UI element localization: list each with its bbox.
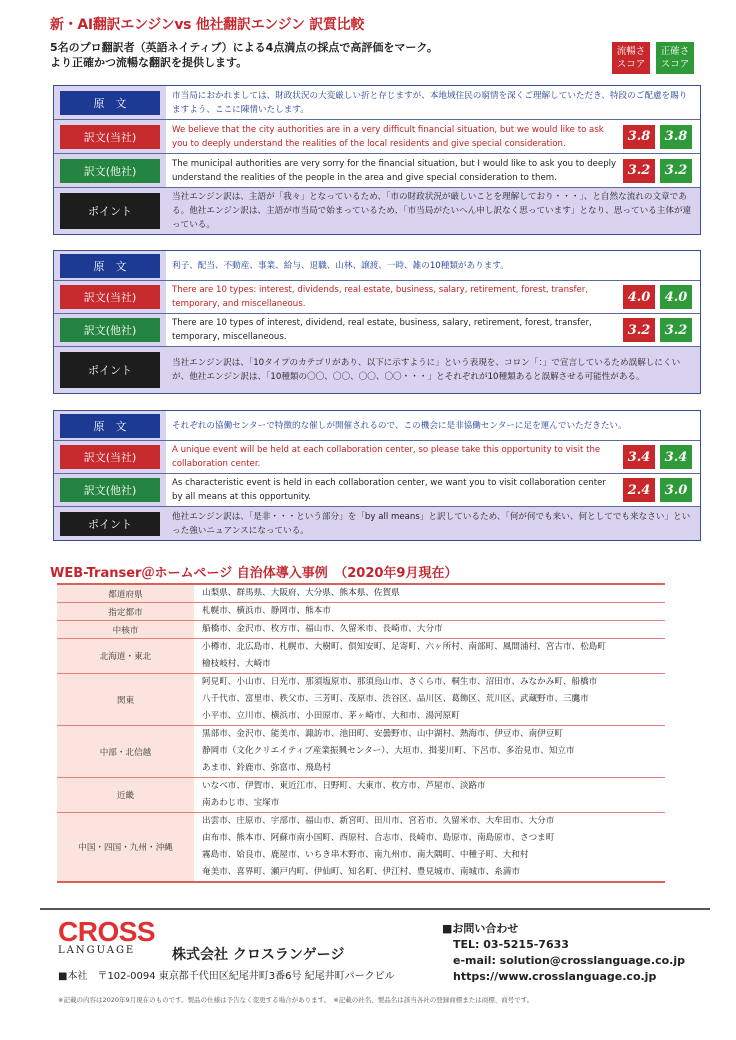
point-label: ポイント <box>60 193 160 229</box>
own-label: 訳文(当社) <box>60 285 160 309</box>
own-translation-row <box>54 120 700 154</box>
municipalities-title: WEB-Transer＠ホームページ 自治体導入事例 （2020年9月現在） <box>50 566 458 581</box>
table-row <box>57 621 665 639</box>
company-logo <box>58 918 155 956</box>
own-translation-row <box>54 441 700 474</box>
accuracy-score: 3.8 <box>660 125 692 149</box>
municipality-list: 小樽市、北広島市、札幌市、大樹町、倶知安町、足寄町、六ヶ所村、南部町、風間浦村、宮古市、松島町 檜枝岐村、大崎市 <box>194 639 665 673</box>
company-name: 株式会社 クロスランゲージ <box>172 947 345 963</box>
point-row <box>54 347 700 393</box>
fluency-score: 2.4 <box>623 478 655 502</box>
municipality-list: 黒部市、金沢市、能美市、諏訪市、池田町、安曇野市、山中湖村、熱海市、伊豆市、南伊豆町 静岡市（文化クリエイティブ産業振興センター）、大垣市、揖斐川町、下呂市、多治見市、知立市 あま市、鈴鹿市、弥富市、飛島村 <box>194 726 665 777</box>
original-text: 市当局におかれましては、財政状況の大変厳しい折と存じますが、本地域住民の窮情を深くご理解していただき、特段のご配慮を賜りますよう、ここに陳情いたします。 <box>166 86 700 119</box>
accuracy-score: 3.0 <box>660 478 692 502</box>
fluency-score: 4.0 <box>623 285 655 309</box>
intro-text <box>50 40 438 70</box>
contact-info <box>442 921 685 985</box>
logo-language: LANGUAGE <box>58 945 136 956</box>
table-row <box>57 674 665 726</box>
contact-tel: TEL: 03-5215-7633 <box>453 938 569 951</box>
company-address: ■本社 〒102-0094 東京都千代田区紀尾井町3番6号 紀尾井町パークビル <box>58 971 395 982</box>
table-row <box>57 778 665 813</box>
disclaimer: ※記載の内容は2020年9月現在のものです。製品の仕様は予告なく変更する場合があります。 ※記載の社名、製品名は該当各社の登録商標または商標、商号です。 <box>58 996 534 1004</box>
own-scores <box>623 120 700 153</box>
logo-cross: CROSS <box>58 916 156 947</box>
fluency-score: 3.4 <box>623 445 655 469</box>
point-label: ポイント <box>60 352 160 388</box>
accuracy-score: 3.2 <box>660 318 692 342</box>
municipalities-table <box>57 583 665 883</box>
own-scores <box>623 281 700 313</box>
other-label: 訳文(他社) <box>60 159 160 183</box>
other-label: 訳文(他社) <box>60 318 160 342</box>
other-translation-text: As characteristic event is held in each collaboration center, we want you to visit collaboration center by all means at this opportunity. <box>166 474 623 506</box>
own-translation-text: We believe that the city authorities are in a very difficult financial situation, but we would like to ask you to deeply understand the realities of the local residents and give special consideration. <box>166 120 623 153</box>
other-translation-text: There are 10 types of interest, dividend, real estate, business, salary, retirement, forest, transfer, temporary, miscellaneous. <box>166 314 623 346</box>
other-scores <box>623 474 700 506</box>
own-translation-row <box>54 281 700 314</box>
table-row <box>57 639 665 674</box>
contact-title: ■お問い合わせ <box>442 922 519 935</box>
original-label: 原 文 <box>60 91 160 115</box>
contact-email[interactable]: e-mail: solution@crosslanguage.co.jp <box>453 954 685 967</box>
category-cell: 関東 <box>57 674 194 725</box>
municipality-list: 阿見町、小山市、日光市、那須塩原市、那須烏山市、さくら市、桐生市、沼田市、みなかみ町、船橋市 八千代市、富里市、秩父市、三芳町、茂原市、渋谷区、品川区、葛飾区、荒川区、武蔵野市、三鷹市 小平市、立川市、横浜市、小田原市、茅ヶ崎市、大和市、湯河原町 <box>194 674 665 725</box>
municipality-list: 札幌市、横浜市、静岡市、熊本市 <box>194 603 665 620</box>
comparison-block-1 <box>53 85 701 235</box>
fluency-score: 3.2 <box>623 159 655 183</box>
point-text: 当社エンジン訳は、「10タイプのカテゴリがあり、以下に示すように」という表現を、コロン「：」で宣言しているため誤解しにくいが、他社エンジン訳は、「10種類の〇〇、〇〇、〇〇、〇〇・・・」とそれぞれが10種類あると誤解させる可能性がある。 <box>166 347 700 393</box>
category-cell: 中国・四国・九州・沖縄 <box>57 813 194 881</box>
accuracy-score: 3.2 <box>660 159 692 183</box>
contact-url[interactable]: https://www.crosslanguage.co.jp <box>453 970 657 983</box>
category-cell: 指定都市 <box>57 603 194 620</box>
point-row <box>54 188 700 234</box>
municipality-list: 出雲市、庄原市、宇部市、福山市、新宮町、田川市、宮若市、久留米市、大牟田市、大分市 由布市、熊本市、阿蘇市南小国町、西原村、合志市、長崎市、島原市、南島原市、さつま町 霧島市、姶良市、鹿屋市、いちき串木野市、南九州市、南大隅町、中種子町、大和村 奄美市、喜界町、瀬戸内町、伊仙町、知名町、伊江村、豊見城市、南城市、糸満市 <box>194 813 665 881</box>
table-row <box>57 585 665 603</box>
legend-fluency: 流暢さ スコア <box>612 42 650 74</box>
category-cell: 北海道・東北 <box>57 639 194 673</box>
intro-line-2: より正確かつ流暢な翻訳を提供します。 <box>50 56 248 69</box>
point-row <box>54 507 700 540</box>
category-cell: 中核市 <box>57 621 194 638</box>
fluency-score: 3.2 <box>623 318 655 342</box>
fluency-score: 3.8 <box>623 125 655 149</box>
municipality-list: 船橋市、金沢市、枚方市、福山市、久留米市、長崎市、大分市 <box>194 621 665 638</box>
footer-divider <box>40 908 710 910</box>
original-row <box>54 411 700 441</box>
other-scores <box>623 314 700 346</box>
other-scores <box>623 154 700 187</box>
comparison-block-3 <box>53 410 701 541</box>
category-cell: 都道府県 <box>57 585 194 602</box>
own-label: 訳文(当社) <box>60 125 160 149</box>
original-label: 原 文 <box>60 254 160 278</box>
original-text: 利子、配当、不動産、事業、給与、退職、山林、譲渡、一時、雑の10種類があります。 <box>166 251 700 280</box>
table-row <box>57 603 665 621</box>
page-title: 新・AI翻訳エンジンvs 他社翻訳エンジン 訳質比較 <box>50 17 365 33</box>
accuracy-score: 3.4 <box>660 445 692 469</box>
own-scores <box>623 441 700 473</box>
municipality-list: 山梨県、群馬県、大阪府、大分県、熊本県、佐賀県 <box>194 585 665 602</box>
category-cell: 中部・北信越 <box>57 726 194 777</box>
original-row <box>54 251 700 281</box>
other-translation-text: The municipal authorities are very sorry for the financial situation, but I would like to ask you to deeply understand the realities of the people in the area and give special consideration to them. <box>166 154 623 187</box>
accuracy-score: 4.0 <box>660 285 692 309</box>
other-translation-row <box>54 314 700 347</box>
table-row <box>57 813 665 881</box>
own-translation-text: There are 10 types: interest, dividends, real estate, business, salary, retirement, forest, transfer, temporary, and miscellaneous. <box>166 281 623 313</box>
other-translation-row <box>54 474 700 507</box>
other-label: 訳文(他社) <box>60 478 160 502</box>
original-row <box>54 86 700 120</box>
own-label: 訳文(当社) <box>60 445 160 469</box>
original-label: 原 文 <box>60 414 160 438</box>
category-cell: 近畿 <box>57 778 194 812</box>
original-text: それぞれの協働センターで特徴的な催しが開催されるので、この機会に是非協働センターに足を運んでいただきたい。 <box>166 411 700 440</box>
comparison-block-2 <box>53 250 701 394</box>
intro-line-1: 5名のプロ翻訳者（英語ネイティブ）による4点満点の採点で高評価をマーク。 <box>50 41 438 54</box>
score-legend <box>612 42 694 74</box>
municipality-list: いなべ市、伊賀市、東近江市、日野町、大東市、枚方市、芦屋市、淡路市 南あわじ市、宝塚市 <box>194 778 665 812</box>
point-label: ポイント <box>60 512 160 536</box>
own-translation-text: A unique event will be held at each collaboration center, so please take this opportunity to visit the collaboration center. <box>166 441 623 473</box>
other-translation-row <box>54 154 700 188</box>
point-text: 他社エンジン訳は、「是非・・・という部分」を「by all means」と訳しているため、「何が何でも来い、何としてでも来なさい」といった強いニュアンスになっている。 <box>166 507 700 540</box>
table-row <box>57 726 665 778</box>
legend-accuracy: 正確さ スコア <box>656 42 694 74</box>
point-text: 当社エンジン訳は、主語が「我々」となっているため、「市の財政状況が厳しいことを理解しており・・・」、と自然な流れの文章である。他社エンジン訳は、主語が市当局で始まっているため、「市当局がたいへん申し訳なく思っています」となり、思っている主体が違っている。 <box>166 188 700 234</box>
